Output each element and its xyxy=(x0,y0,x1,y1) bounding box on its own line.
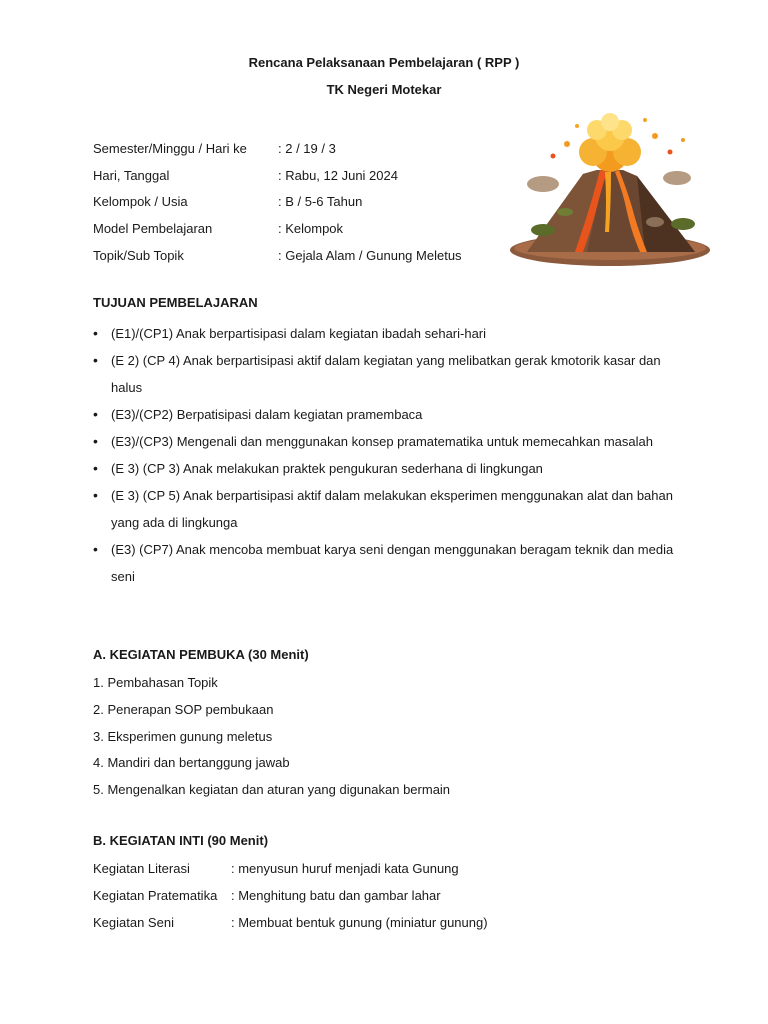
school-name: TK Negeri Motekar xyxy=(326,82,442,97)
info-value: : Kelompok xyxy=(278,221,344,237)
info-row xyxy=(93,162,462,189)
info-label: Topik/Sub Topik xyxy=(93,248,184,264)
activity-value: : Membuat bentuk gunung (miniatur gunung) xyxy=(231,914,488,930)
info-label: Hari, Tanggal xyxy=(93,167,170,183)
info-label: Semester/Minggu / Hari ke xyxy=(93,140,247,156)
list-item: 4. Mandiri dan bertanggung jawab xyxy=(93,755,290,771)
activity-row xyxy=(93,856,488,883)
list-item: • (E 2) (CP 4) Anak berpartisipasi aktif dalam kegiatan yang melibatkan gerak kmotorik kasar dan halus xyxy=(93,347,693,401)
activity-value: : menyusun huruf menjadi kata Gunung xyxy=(231,861,459,876)
list-item: • (E3)/(CP3) Mengenali dan menggunakan konsep pramatematika untuk memecahkan masalah xyxy=(93,428,693,455)
activity-label: Kegiatan Literasi xyxy=(93,861,190,876)
list-item: • (E3) (CP7) Anak mencoba membuat karya seni dengan menggunakan beragam teknik dan media seni xyxy=(93,536,693,590)
info-value: : B / 5-6 Tahun xyxy=(278,194,363,210)
info-label: Model Pembelajaran xyxy=(93,221,213,237)
list-item: 5. Mengenalkan kegiatan dan aturan yang digunakan bermain xyxy=(93,782,451,798)
list-item: • (E 3) (CP 3) Anak melakukan praktek pengukuran sederhana di lingkungan xyxy=(93,455,693,482)
list-item: • (E3)/(CP2) Berpatisipasi dalam kegiatan pramembaca xyxy=(93,401,693,428)
core-activities-heading: B. KEGIATAN INTI (90 Menit) xyxy=(93,833,269,848)
info-row xyxy=(93,189,462,216)
activity-label: Kegiatan Seni xyxy=(93,914,174,930)
info-value: : Rabu, 12 Juni 2024 xyxy=(278,167,398,183)
activity-label: Kegiatan Pratematika xyxy=(93,887,218,903)
volcano-icon xyxy=(505,112,715,272)
activity-row xyxy=(93,883,488,910)
list-item: • (E 3) (CP 5) Anak berpartisipasi aktif dalam melakukan eksperimen menggunakan alat dan bahan yang ada di lingkunga xyxy=(93,482,693,536)
info-value: : Gejala Alam / Gunung Meletus xyxy=(278,248,462,264)
info-value: : 2 / 19 / 3 xyxy=(278,140,336,156)
info-label: Kelompok / Usia xyxy=(93,194,188,210)
info-table xyxy=(93,135,462,269)
opening-activities-heading: A. KEGIATAN PEMBUKA (30 Menit) xyxy=(93,647,309,662)
goals-list xyxy=(93,320,693,590)
activity-value: : Menghitung batu dan gambar lahar xyxy=(231,887,441,903)
activity-row xyxy=(93,910,488,937)
opening-activities-list xyxy=(93,670,450,804)
core-activities-table xyxy=(93,856,488,936)
list-item: 1. Pembahasan Topik xyxy=(93,675,218,690)
list-item: • (E1)/(CP1) Anak berpartisipasi dalam kegiatan ibadah sehari-hari xyxy=(93,320,693,347)
document-title: Rencana Pelaksanaan Pembelajaran ( RPP ) xyxy=(248,55,520,70)
list-item: 3. Eksperimen gunung meletus xyxy=(93,728,273,744)
list-item: 2. Penerapan SOP pembukaan xyxy=(93,701,274,717)
info-row xyxy=(93,215,462,242)
info-row xyxy=(93,135,462,162)
info-row xyxy=(93,242,462,269)
goals-heading: TUJUAN PEMBELAJARAN xyxy=(93,295,258,310)
